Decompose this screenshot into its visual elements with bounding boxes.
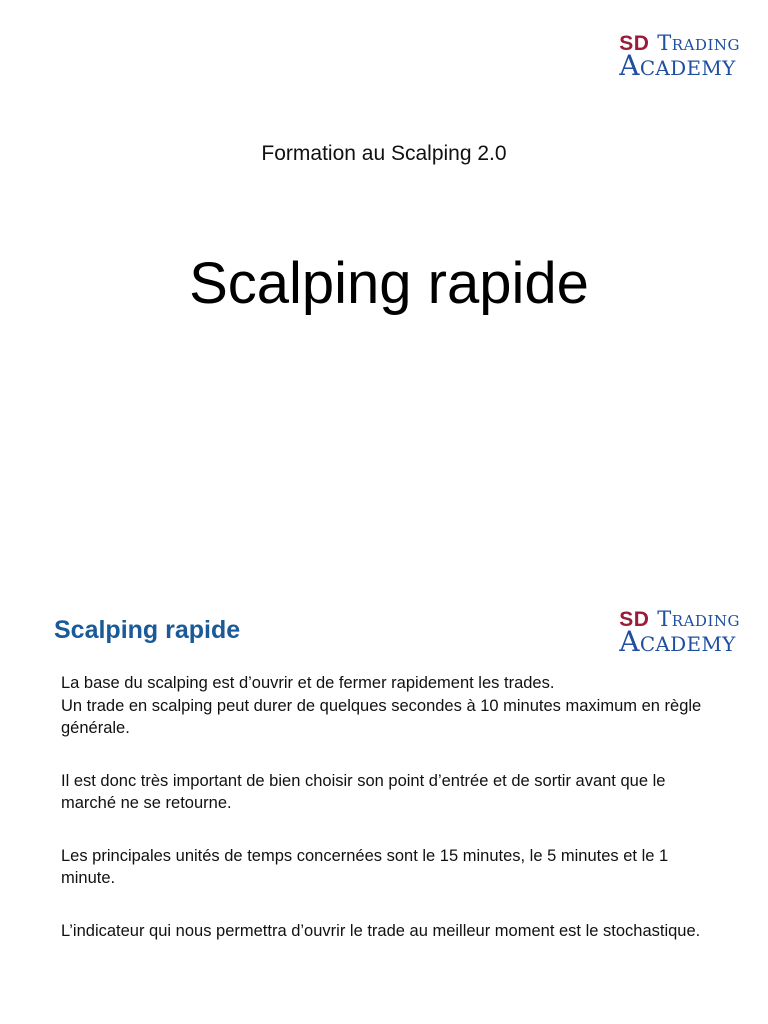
slide-body [61,672,711,972]
logo-academy-text: Academy [619,625,736,658]
course-subtitle: Formation au Scalping 2.0 [261,142,507,165]
sd-trading-academy-logo [619,608,740,656]
slide-title: Scalping rapide [189,251,589,316]
logo-sd-text: SD [619,608,650,631]
paragraph-1 [61,672,711,740]
logo-academy-text: Academy [619,49,736,82]
paragraph-1-line-1: La base du scalping est d’ouvrir et de fermer rapidement les trades. [61,674,555,692]
logo-trading-text: Trading [657,31,740,55]
sd-trading-academy-logo [619,32,740,80]
paragraph-2: Il est donc très important de bien choisir son point d’entrée et de sortir avant que le marché ne se retourne. [61,771,666,812]
logo-trading-text: Trading [657,607,740,631]
paragraph-3: Les principales unités de temps concernées sont le 15 minutes, le 5 minutes et le 1 minute. [61,846,669,887]
slide-heading: Scalping rapide [54,616,241,644]
content-slide [0,576,768,1024]
paragraph-4: L’indicateur qui nous permettra d’ouvrir le trade au meilleur moment est le stochastique. [61,921,701,940]
paragraph-1-line-2: Un trade en scalping peut durer de quelques secondes à 10 minutes maximum en règle générale. [61,696,702,737]
logo-sd-text: SD [619,32,650,55]
